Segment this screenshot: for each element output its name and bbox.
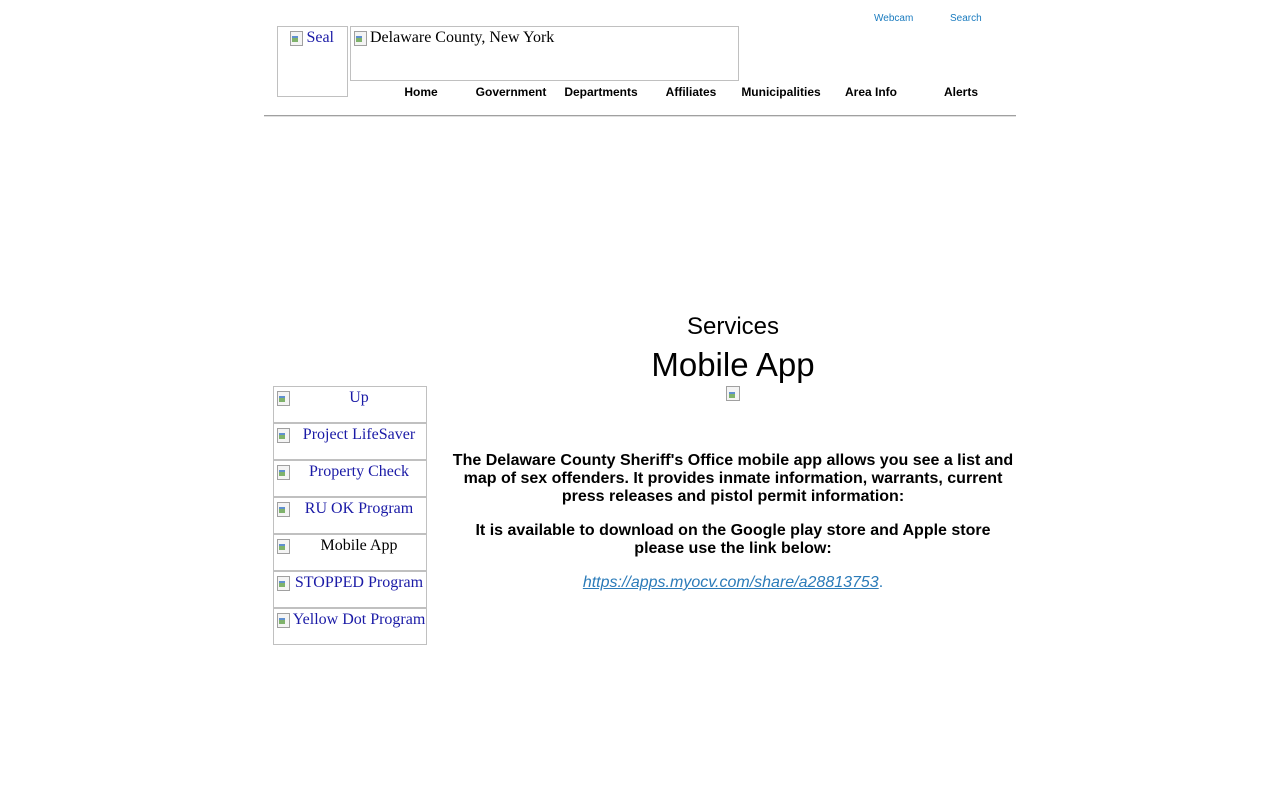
sub-nav-label: Up xyxy=(349,389,369,406)
sub-nav xyxy=(273,386,427,645)
sub-nav-label: Project LifeSaver xyxy=(302,426,416,443)
county-banner-image xyxy=(350,26,739,81)
broken-image-icon xyxy=(276,575,290,591)
sub-nav-label: Mobile App xyxy=(320,537,398,554)
nav-item-area-info[interactable]: Area Info xyxy=(844,85,897,99)
nav-item-departments[interactable]: Departments xyxy=(564,85,638,99)
nav-item-government[interactable]: Government xyxy=(475,85,547,99)
broken-image-icon xyxy=(276,612,290,628)
hero-image-wrapper xyxy=(447,385,1019,406)
broken-image-icon xyxy=(353,30,367,46)
sub-nav-item-property-check[interactable] xyxy=(273,460,427,497)
broken-image-icon xyxy=(276,427,290,443)
broken-image-icon xyxy=(276,464,290,480)
main-content xyxy=(447,312,1019,608)
sub-nav-label: RU OK Program xyxy=(304,500,414,517)
sub-nav-item-project-lifesaver[interactable] xyxy=(273,423,427,460)
webcam-link[interactable]: Webcam xyxy=(874,13,914,24)
sub-nav-item-mobile-app xyxy=(273,534,427,571)
description-paragraph: The Delaware County Sheriff's Office mobile app allows you see a list and map of sex offenders. It provides inmate information, warrants, current press releases and pistol permit information: xyxy=(452,452,1014,505)
search-link[interactable]: Search xyxy=(950,13,982,24)
county-seal-image[interactable] xyxy=(277,26,348,97)
seal-alt-text: Seal xyxy=(306,29,334,46)
broken-image-icon xyxy=(289,30,303,46)
app-link-line xyxy=(447,574,1019,592)
banner-alt-text: Delaware County, New York xyxy=(370,29,555,46)
link-suffix: . xyxy=(878,574,884,591)
app-share-link[interactable]: https://apps.myocv.com/share/a28813753 xyxy=(582,574,879,591)
main-nav xyxy=(376,85,1006,99)
sub-nav-item-yellow-dot-program[interactable] xyxy=(273,608,427,645)
broken-image-icon xyxy=(725,385,741,401)
nav-item-affiliates[interactable]: Affiliates xyxy=(665,85,717,99)
broken-image-icon xyxy=(276,538,290,554)
sub-nav-item-stopped-program[interactable] xyxy=(273,571,427,608)
sub-nav-label: Yellow Dot Program xyxy=(292,611,426,628)
sub-nav-label: Property Check xyxy=(309,463,409,480)
nav-item-home[interactable]: Home xyxy=(404,85,438,99)
header-divider xyxy=(264,115,1016,117)
section-title: Services xyxy=(686,313,780,340)
page-title: Mobile App xyxy=(651,346,815,383)
sub-nav-label: STOPPED Program xyxy=(294,574,424,591)
broken-image-icon xyxy=(276,501,290,517)
sub-nav-item-ru-ok-program[interactable] xyxy=(273,497,427,534)
download-paragraph: It is available to download on the Google play store and Apple store please use the link below: xyxy=(475,522,991,557)
nav-item-municipalities[interactable]: Municipalities xyxy=(741,85,821,99)
nav-item-alerts[interactable]: Alerts xyxy=(943,85,978,99)
broken-image-icon xyxy=(276,390,290,406)
sub-nav-item-up[interactable] xyxy=(273,386,427,423)
